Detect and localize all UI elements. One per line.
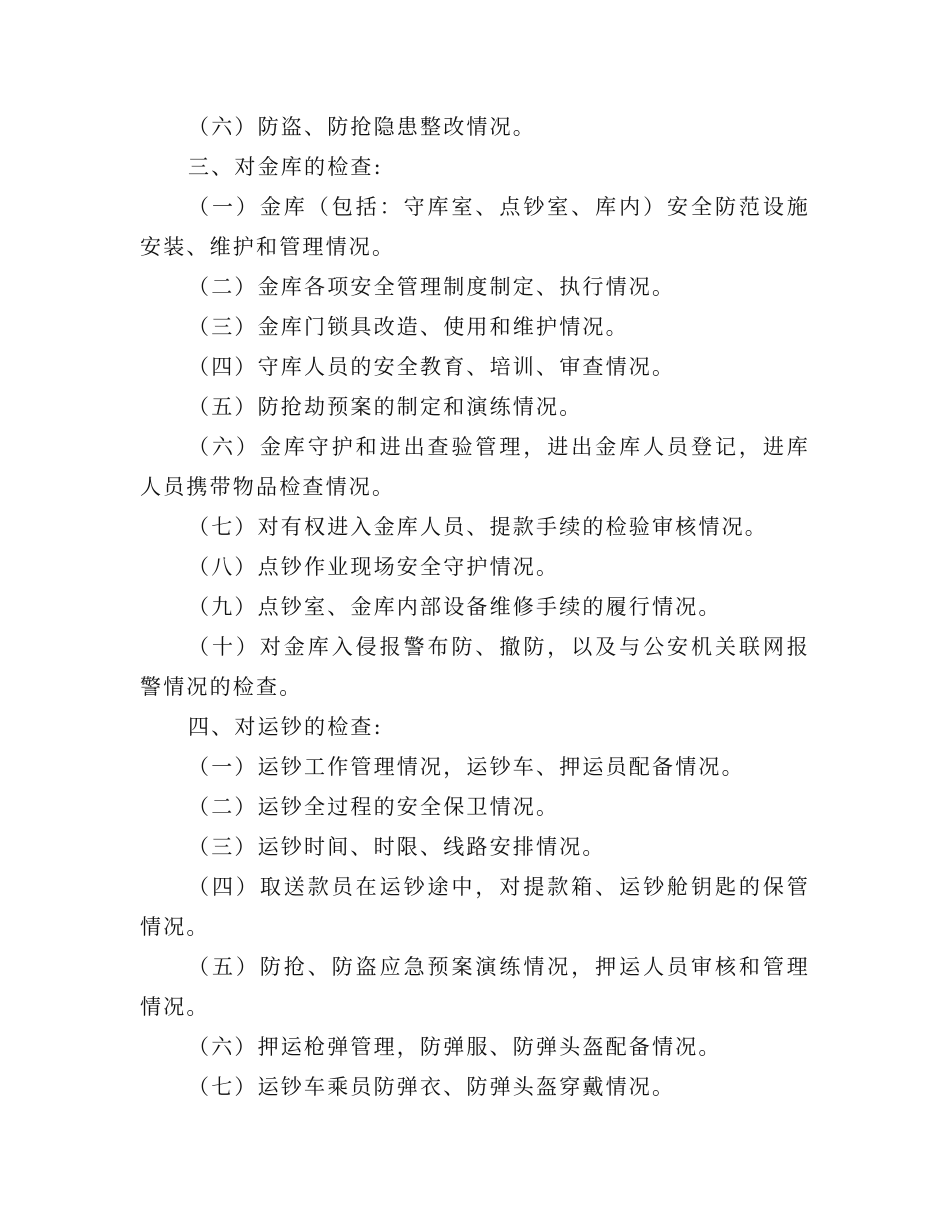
paragraph-12: （十）对金库入侵报警布防、撤防，以及与公安机关联网报警情况的检查。: [140, 635, 810, 699]
paragraph-11: （九）点钞室、金库内部设备维修手续的履行情况。: [188, 595, 722, 619]
section-heading-3: 三、对金库的检查:: [188, 155, 383, 179]
paragraph-5: （三）金库门锁具改造、使用和维护情况。: [188, 315, 629, 339]
paragraph-16: （三）运钞时间、时限、线路安排情况。: [188, 835, 606, 859]
paragraph-4: （二）金库各项安全管理制度制定、执行情况。: [188, 275, 676, 299]
paragraph-3: （一）金库（包括：守库室、点钞室、库内）安全防范设施安装、维护和管理情况。: [140, 195, 810, 259]
paragraph-18: （五）防抢、防盗应急预案演练情况，押运人员审核和管理情况。: [140, 955, 810, 1019]
paragraph-1: （六）防盗、防抢隐患整改情况。: [188, 115, 536, 139]
paragraph-17: （四）取送款员在运钞途中，对提款箱、运钞舱钥匙的保管情况。: [140, 875, 810, 939]
paragraph-6: （四）守库人员的安全教育、培训、审查情况。: [188, 355, 676, 379]
paragraph-10: （八）点钞作业现场安全守护情况。: [188, 555, 560, 579]
paragraph-19: （六）押运枪弹管理，防弹服、防弹头盔配备情况。: [188, 1035, 722, 1059]
section-heading-4: 四、对运钞的检查:: [188, 715, 383, 739]
document-body: [140, 107, 810, 1107]
paragraph-8: （六）金库守护和进出查验管理，进出金库人员登记，进库人员携带物品检查情况。: [140, 435, 810, 499]
paragraph-9: （七）对有权进入金库人员、提款手续的检验审核情况。: [188, 515, 768, 539]
paragraph-20: （七）运钞车乘员防弹衣、防弹头盔穿戴情况。: [188, 1075, 676, 1099]
paragraph-7: （五）防抢劫预案的制定和演练情况。: [188, 395, 583, 419]
paragraph-14: （一）运钞工作管理情况，运钞车、押运员配备情况。: [188, 755, 745, 779]
paragraph-15: （二）运钞全过程的安全保卫情况。: [188, 795, 560, 819]
